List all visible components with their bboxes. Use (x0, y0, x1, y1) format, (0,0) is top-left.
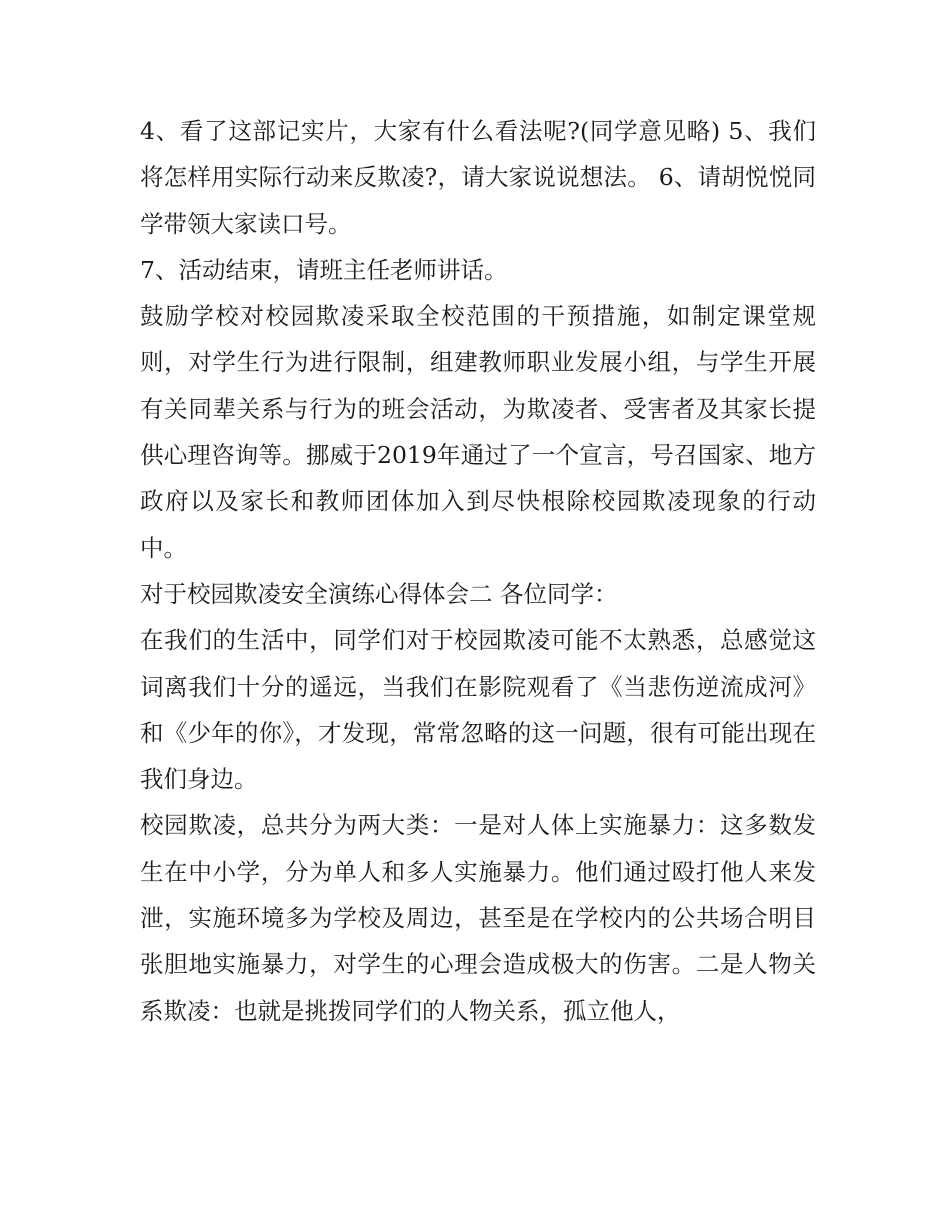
paragraph-school-measures: 鼓励学校对校园欺凌采取全校范围的干预措施，如制定课堂规则，对学生行为进行限制，组建教师职业发展小组，与学生开展有关同辈关系与行为的班会活动，为欺凌者、受害者及其家长提供心理咨询等。挪威于2019年通过了一个宣言，号召国家、地方政府以及家长和教师团体加入到尽快根除校园欺凌现象的行动中。 (140, 302, 816, 562)
paragraph-discussion-steps: 4、看了这部记实片，大家有什么看法呢?(同学意见略) 5、我们将怎样用实际行动来反欺凌?，请大家说说想法。 6、请胡悦悦同学带领大家读口号。 (140, 117, 816, 238)
paragraph-activity-end: 7、活动结束，请班主任老师讲话。 (140, 255, 508, 284)
paragraph-introduction: 在我们的生活中，同学们对于校园欺凌可能不太熟悉，总感觉这词离我们十分的遥远，当我们在影院观看了《当悲伤逆流成河》和《少年的你》，才发现，常常忽略的这一问题，很有可能出现在我们身边。 (140, 626, 816, 794)
document-body (140, 108, 816, 1034)
paragraph-section-heading: 对于校园欺凌安全演练心得体会二 各位同学： (140, 579, 618, 608)
paragraph-bullying-types: 校园欺凌，总共分为两大类：一是对人体上实施暴力：这多数发生在中小学，分为单人和多人实施暴力。他们通过殴打他人来发泄，实施环境多为学校及周边，甚至是在学校内的公共场合明目张胆地实施暴力，对学生的心理会造成极大的伤害。二是人物关系欺凌：也就是挑拨同学们的人物关系，孤立他人， (140, 811, 816, 1025)
